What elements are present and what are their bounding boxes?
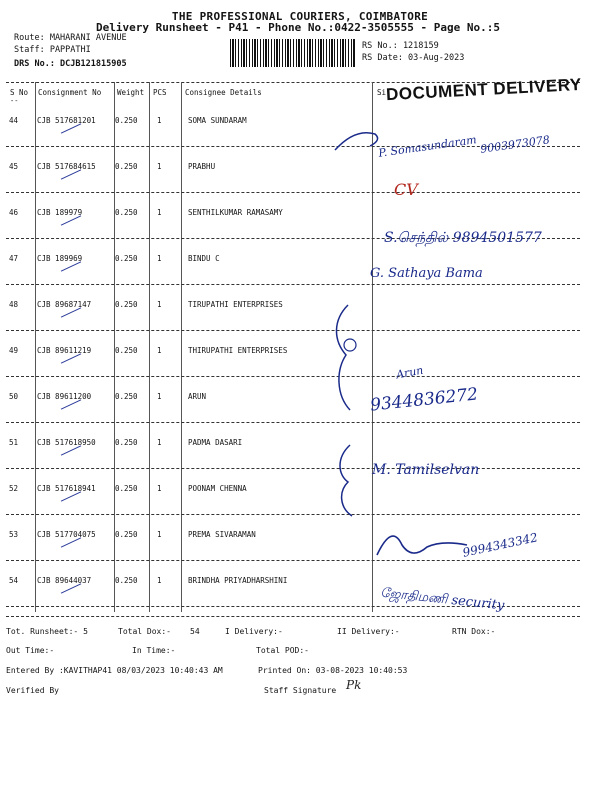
total-dox-label: Total Dox:- (118, 627, 171, 636)
row-pcs: 1 (157, 392, 162, 401)
row-weight: 0.250 (115, 346, 138, 355)
row-weight: 0.250 (115, 162, 138, 171)
rtn-dox-label: RTN Dox:- (452, 627, 496, 636)
row-weight: 0.250 (115, 254, 138, 263)
row-sno: 46 (9, 208, 19, 217)
row-divider (6, 192, 580, 193)
row-consignment-no: CJB 89611200 (37, 392, 92, 401)
row-sno: 50 (9, 392, 19, 401)
row-consignee: BRINDHA PRIYADHARSHINI (188, 576, 288, 585)
row-divider (6, 422, 580, 423)
total-dox-value: 54 (190, 627, 200, 636)
row-sno: 48 (9, 300, 19, 309)
barcode-image (230, 39, 355, 67)
row-consignee: BINDU C (188, 254, 220, 263)
row-consignee: SENTHILKUMAR RAMASAMY (188, 208, 283, 217)
row-pcs: 1 (157, 530, 162, 539)
row-pcs: 1 (157, 484, 162, 493)
row-pcs: 1 (157, 162, 162, 171)
bracket-mark (332, 440, 372, 520)
row-sno: 54 (9, 576, 19, 585)
col-divider (35, 82, 36, 612)
row-consignment-no: CJB 517704075 (37, 530, 96, 539)
row-weight: 0.250 (115, 530, 138, 539)
row-pcs: 1 (157, 346, 162, 355)
row-consignee: PREMA SIVARAMAN (188, 530, 256, 539)
footer-rule (6, 616, 580, 617)
rs-date: RS Date: 03-Aug-2023 (362, 53, 465, 63)
row-consignment-no: CJB 517681201 (37, 116, 96, 125)
staff-label: Staff: PAPPATHI (14, 45, 91, 55)
row-sno: 51 (9, 438, 19, 447)
row-divider (6, 560, 580, 561)
row-sno: 52 (9, 484, 19, 493)
company-title: THE PROFESSIONAL COURIERS, COIMBATORE (171, 10, 429, 23)
row-weight: 0.250 (115, 484, 138, 493)
rs-number: RS No.: 1218159 (362, 41, 439, 51)
handwriting-signature: P. Somasundaram (377, 133, 478, 160)
row-consignee: PRABHU (188, 162, 216, 171)
row-consignee: SOMA SUNDARAM (188, 116, 247, 125)
row-divider (6, 376, 580, 377)
handwriting-signature: Arun (395, 363, 425, 382)
row-consignee: TIRUPATHI ENTERPRISES (188, 300, 283, 309)
row-pcs: 1 (157, 438, 162, 447)
row-pcs: 1 (157, 300, 162, 309)
row-weight: 0.250 (115, 208, 138, 217)
col-header-signature: Si (377, 88, 387, 97)
bracket-mark (328, 300, 368, 420)
row-consignee: ARUN (188, 392, 207, 401)
col-header-sno: S No (10, 88, 29, 97)
entered-by: Entered By :KAVITHAP41 08/03/2023 10:40:43 AM (6, 666, 223, 675)
row-consignment-no: CJB 189979 (37, 208, 83, 217)
row-consignment-no: CJB 89611219 (37, 346, 92, 355)
row-consignee: THIRUPATHI ENTERPRISES (188, 346, 288, 355)
row-divider (6, 330, 580, 331)
row-weight: 0.250 (115, 576, 138, 585)
handwriting-signature: M. Tamilselvan (372, 462, 480, 478)
row-consignment-no: CJB 517618950 (37, 438, 96, 447)
row-sno: 44 (9, 116, 19, 125)
row-weight: 0.250 (115, 438, 138, 447)
ii-delivery-label: II Delivery:- (337, 627, 400, 636)
row-sno: 53 (9, 530, 19, 539)
handwriting-signature: G. Sathaya Bama (370, 266, 483, 281)
i-delivery-label: I Delivery:- (225, 627, 283, 636)
tot-runsheet: Tot. Runsheet:- 5 (6, 627, 88, 636)
printed-on: Printed On: 03-08-2023 10:40:53 (258, 666, 408, 675)
row-weight: 0.250 (115, 116, 138, 125)
row-consignee: POONAM CHENNA (188, 484, 247, 493)
row-weight: 0.250 (115, 392, 138, 401)
row-consignment-no: CJB 517618941 (37, 484, 96, 493)
row-consignment-no: CJB 89687147 (37, 300, 92, 309)
row-consignment-no: CJB 189969 (37, 254, 83, 263)
handwriting-phone: 9994343342 (461, 530, 539, 560)
row-sno: 47 (9, 254, 19, 263)
row-weight: 0.250 (115, 300, 138, 309)
row-consignment-no: CJB 517684615 (37, 162, 96, 171)
col-divider (181, 82, 182, 612)
document-delivery-stamp: DOCUMENT DELIVERY (385, 74, 583, 105)
row-divider (6, 514, 580, 515)
staff-signature-label: Staff Signature (264, 686, 337, 695)
col-header-consignee: Consignee Details (185, 88, 262, 97)
row-divider (6, 468, 580, 469)
row-consignee: PADMA DASARI (188, 438, 243, 447)
row-consignment-no: CJB 89644037 (37, 576, 92, 585)
row-divider (6, 284, 580, 285)
row-pcs: 1 (157, 576, 162, 585)
in-time-label: In Time:- (132, 646, 176, 655)
route-label: Route: MAHARANI AVENUE (14, 33, 127, 43)
col-header-consignment: Consignment No (38, 88, 102, 97)
verified-by-label: Verified By (6, 686, 59, 695)
signature-squiggle (330, 120, 390, 160)
row-pcs: 1 (157, 116, 162, 125)
col-header-pcs: PCS (153, 88, 167, 97)
header-dash: -- (10, 97, 19, 105)
drs-number: DRS No.: DCJB121815905 (14, 59, 127, 69)
handwriting-signature: ஜோதிமணி security (379, 585, 505, 614)
runsheet-title: Delivery Runsheet - P41 - Phone No.:0422-3505555 - Page No.:5 (96, 21, 500, 34)
total-pod-label: Total POD:- (256, 646, 309, 655)
handwriting-initials: CV (394, 180, 418, 199)
row-pcs: 1 (157, 208, 162, 217)
row-pcs: 1 (157, 254, 162, 263)
col-divider (149, 82, 150, 612)
handwriting-phone: 9344836272 (369, 384, 479, 416)
row-sno: 49 (9, 346, 19, 355)
out-time-label: Out Time:- (6, 646, 55, 655)
handwriting-phone: 9003973078 (479, 133, 551, 156)
handwriting-signature: S.செந்தில் 9894501577 (384, 230, 542, 246)
col-header-weight: Weight (117, 88, 145, 97)
row-sno: 45 (9, 162, 19, 171)
signature-squiggle (372, 525, 472, 565)
staff-signature-mark: Pk (346, 678, 362, 692)
